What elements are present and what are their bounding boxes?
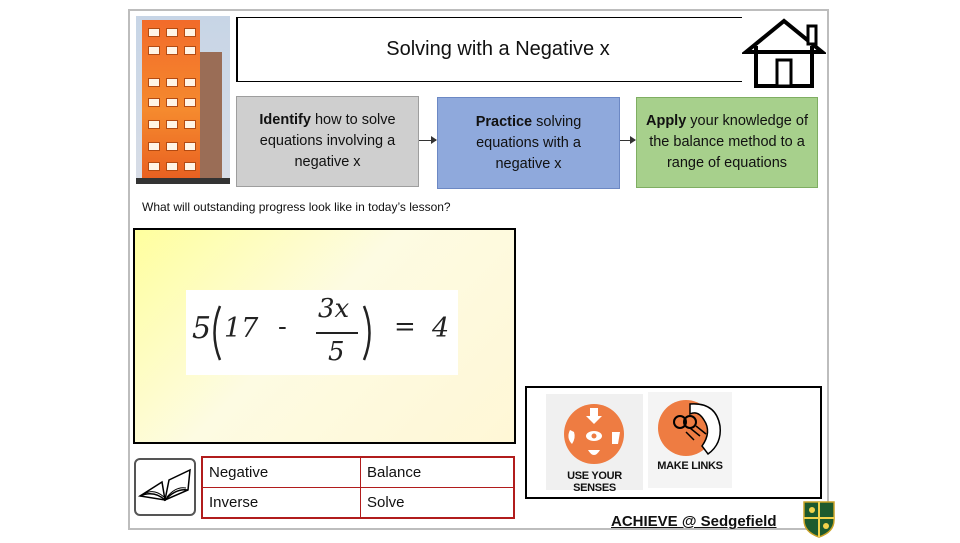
objective-arrow [620,140,635,141]
poster-window [148,98,160,107]
poster-window [166,162,178,171]
right-paren [362,304,376,362]
poster-ground [136,178,230,184]
poster-window [166,28,178,37]
poster-window [148,28,160,37]
poster-window [184,142,196,151]
objective-text [245,110,410,173]
poster-window [166,46,178,55]
poster-window [148,142,160,151]
objective-practice [437,97,620,189]
table-row [202,457,514,488]
equation-numerator: 3x [318,294,350,324]
table-row [202,488,514,519]
fraction-bar [316,332,358,334]
equation-denominator: 5 [328,337,345,367]
school-crest-icon [802,500,836,538]
objective-identify [236,96,419,187]
objective-apply [636,97,818,188]
keywords-table [201,456,515,519]
footer-achieve: ACHIEVE @ Sedgefield [611,513,777,530]
equation-rhs: 4 [432,313,450,344]
poster-window [148,120,160,129]
poster-window [184,120,196,129]
links-label: MAKE LINKS [657,460,723,472]
objective-keyword: Practice [475,113,533,130]
links-head-icon [656,396,724,458]
poster-window [184,28,196,37]
crest-graphic [802,500,836,538]
keyword-cell: Inverse [202,488,361,519]
objective-keyword: Apply [646,113,687,129]
title-box [236,17,819,82]
equation-image [186,290,458,375]
poster-window [184,46,196,55]
objective-keyword: Identify [259,112,311,128]
keyword-cell: Solve [361,488,515,519]
book-icon [134,458,196,516]
make-links-icon [648,392,732,488]
poster-window [166,98,178,107]
senses-face-icon [562,402,626,466]
keyword-cell: Negative [202,457,361,488]
poster-sidewall [200,52,222,184]
poster-building [142,20,200,184]
equation-coefficient: 5 [192,311,212,346]
page-title: Solving with a Negative x [386,38,610,60]
objective-text [448,112,609,175]
left-paren [208,304,222,362]
keyword-cell: Balance [361,457,515,488]
equation-equals: = [394,312,416,342]
objective-description: solving equations with a negative x [476,113,582,172]
objective-description: your knowledge of the balance method to a range of equations [649,113,808,171]
objective-text [643,111,811,174]
poster-window [184,78,196,87]
progress-question: What will outstanding progress look like in today’s lesson? [142,200,451,214]
equation-minus: - [278,312,287,342]
use-your-senses-icon [546,394,643,494]
poster-window [148,162,160,171]
senses-label: USE YOUR SENSES [567,470,622,494]
home-icon[interactable] [742,16,826,90]
objective-arrow [419,140,436,141]
poster-window [184,98,196,107]
book-icon-graphic [136,460,194,514]
poster-window [166,78,178,87]
objective-description: how to solve equations involving a negative x [259,112,396,170]
poster-window [166,142,178,151]
poster-window [148,46,160,55]
poster-window [148,78,160,87]
equation-constant: 17 [224,313,259,344]
poster-window [184,162,196,171]
home-icon-graphic [742,16,826,90]
poster-window [166,120,178,129]
poster-image [136,16,230,184]
